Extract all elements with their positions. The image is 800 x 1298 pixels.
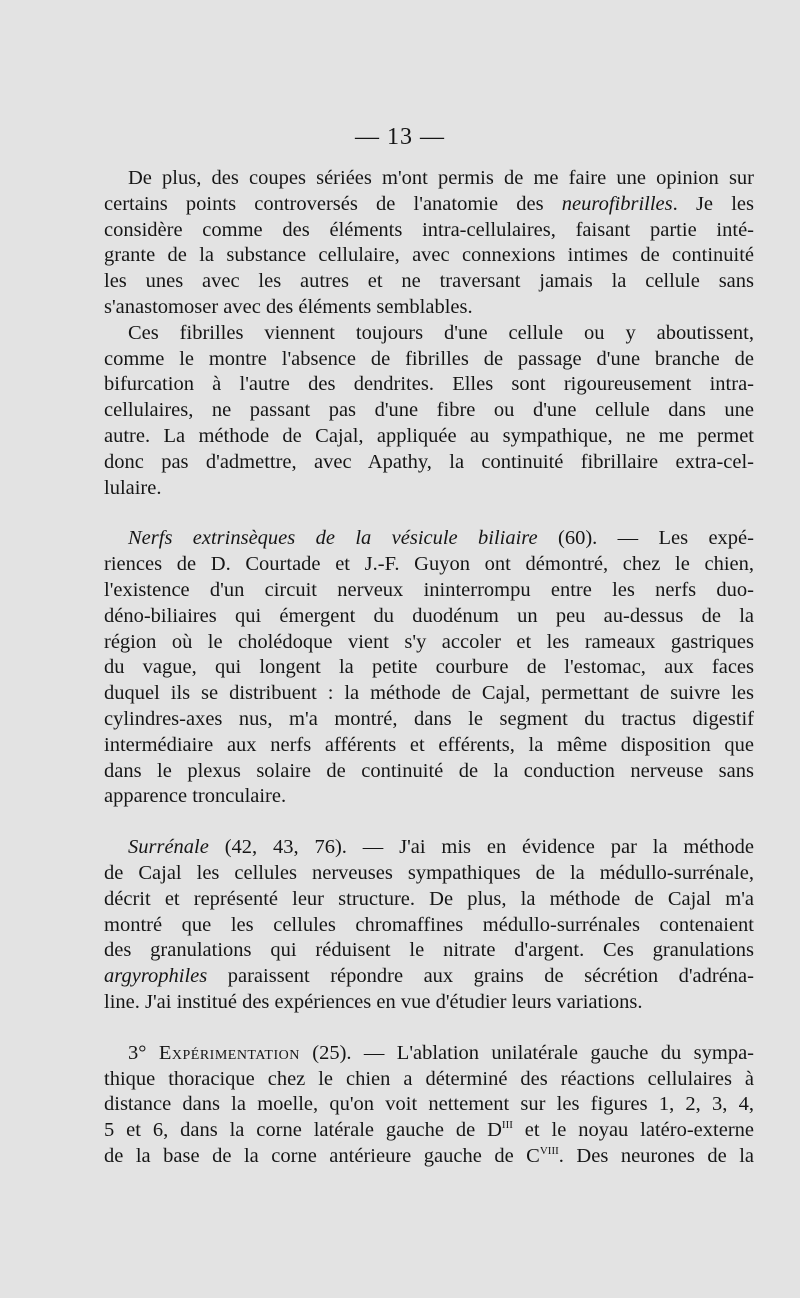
- text-line: distance dans la moelle, qu'on voit nettement sur les figures 1, 2, 3, 4,: [104, 1093, 754, 1116]
- section-heading: Nerfs extrinsèques de la vésicule biliaire: [128, 527, 538, 550]
- text-line: autre. La méthode de Cajal, appliquée au sympathique, ne me permet: [104, 424, 754, 447]
- text-line: riences de D. Courtade et J.-F. Guyon ont démontré, chez le chien,: [104, 553, 754, 576]
- text-line: déno-biliaires qui émergent du duodénum un peu au-dessus de la: [104, 604, 754, 627]
- text-line: des granulations qui réduisent le nitrate d'argent. Ces granulations: [104, 939, 754, 962]
- text-line: grante de la substance cellulaire, avec connexions intimes de continuité: [104, 244, 754, 267]
- text-line: les unes avec les autres et ne traversant jamais la cellule sans: [104, 270, 754, 293]
- page-number: — 13 —: [355, 124, 445, 150]
- text-line: considère comme des éléments intra-cellulaires, faisant partie inté-: [104, 218, 754, 241]
- section-heading: Expérimentation: [158, 1041, 300, 1064]
- text-line: Surrénale (42, 43, 76). — J'ai mis en évidence par la méthode: [128, 836, 754, 859]
- text-line: cellulaires, ne passant pas d'une fibre ou d'une cellule dans une: [104, 399, 754, 422]
- text-line: argyrophiles paraissent répondre aux grains de sécrétion d'adréna-: [104, 965, 754, 988]
- text-line: 3° Expérimentation (25). — L'ablation unilatérale gauche du sympa-: [128, 1041, 754, 1064]
- text-line: certains points controversés de l'anatomie des neurofibrilles. Je les: [104, 192, 754, 215]
- vertebra-superscript: III: [501, 1119, 513, 1132]
- paragraph-gap: [104, 501, 754, 526]
- text-line: l'existence d'un circuit nerveux ininterrompu entre les nerfs duo-: [104, 578, 754, 601]
- text-line: de Cajal les cellules nerveuses sympathiques de la médullo-surrénale,: [104, 861, 754, 884]
- text-line: montré que les cellules chromaffines médullo-surrénales contenaient: [104, 913, 754, 936]
- italic-term: argyrophiles: [104, 965, 208, 988]
- paragraph-surrenale: [104, 835, 754, 1016]
- paragraph-experimentation: [104, 1041, 754, 1170]
- text-line: du vague, qui longent la petite courbure de l'estomac, aux faces: [104, 656, 754, 679]
- text-line: 5 et 6, dans la corne latérale gauche de $D^{III}$ et le noyau latéro-externe: [104, 1119, 754, 1142]
- paragraph-vesicule-biliaire: [104, 526, 754, 810]
- paragraph-fibrilles: [104, 321, 754, 502]
- italic-term: neurofibrilles: [561, 192, 673, 215]
- text-line: duquel ils se distribuent : la méthode de Cajal, permettant de suivre les: [104, 682, 754, 705]
- text-line: apparence tronculaire.: [104, 785, 287, 808]
- section-number: 3°: [128, 1041, 159, 1064]
- text-line: de la base de la corne antérieure gauche de $C^{VIII}$. Des neurones de la: [104, 1144, 754, 1167]
- text-line: comme le montre l'absence de fibrilles de passage d'une branche de: [104, 347, 754, 370]
- text-line: cylindres-axes nus, m'a montré, dans le segment du tractus digestif: [104, 707, 754, 730]
- paragraph-neurofibrilles: [104, 166, 754, 321]
- text-line: line. J'ai institué des expériences en vue d'étudier leurs variations.: [104, 990, 643, 1013]
- text-line: intermédiaire aux nerfs afférents et efférents, la même disposition que: [104, 733, 754, 756]
- text-line: région où le cholédoque vient s'y accoler et les rameaux gastriques: [104, 630, 754, 653]
- text-line: dans le plexus solaire de continuité de la conduction nerveuse sans: [104, 759, 754, 782]
- text-line: lulaire.: [104, 476, 162, 499]
- text-line: s'anastomoser avec des éléments semblables.: [104, 295, 473, 318]
- text-line: bifurcation à l'autre des dendrites. Elles sont rigoureusement intra-: [104, 373, 754, 396]
- paragraph-gap: [104, 1016, 754, 1041]
- text-line: thique thoracique chez le chien a déterminé des réactions cellulaires à: [104, 1067, 754, 1090]
- vertebra-superscript: VIII: [539, 1144, 559, 1157]
- text-line: donc pas d'admettre, avec Apathy, la continuité fibrillaire extra-cel-: [104, 450, 754, 473]
- body-text: [104, 166, 754, 1170]
- paragraph-gap: [104, 810, 754, 835]
- text-line: Ces fibrilles viennent toujours d'une cellule ou y aboutissent,: [128, 321, 754, 344]
- section-heading: Surrénale: [128, 836, 209, 859]
- text-line: Nerfs extrinsèques de la vésicule biliaire (60). — Les expé-: [128, 527, 754, 550]
- text-line: décrit et représenté leur structure. De plus, la méthode de Cajal m'a: [104, 887, 754, 910]
- text-line: De plus, des coupes sériées m'ont permis de me faire une opinion sur: [128, 167, 754, 189]
